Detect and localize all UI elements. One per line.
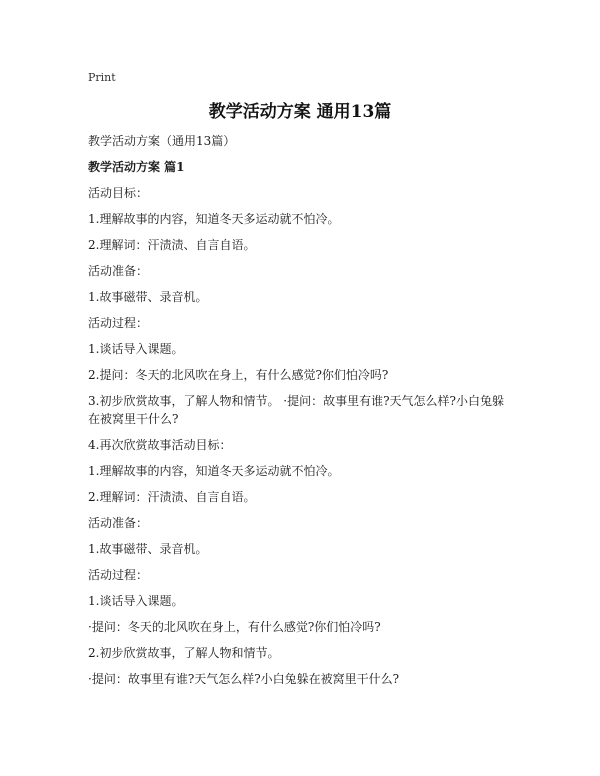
paragraph: 1.谈话导入课题。 — [88, 342, 184, 356]
paragraph: 2.理解词：汗渍渍、自言自语。 — [88, 238, 256, 252]
document-body — [88, 132, 508, 696]
paragraph: 活动准备： — [88, 516, 149, 530]
paragraph: ·提问：故事里有谁?天气怎么样?小白兔躲在被窝里干什么? — [88, 672, 400, 686]
print-label[interactable]: Print — [88, 71, 116, 84]
paragraph: 1.理解故事的内容，知道冬天多运动就不怕冷。 — [88, 212, 340, 226]
paragraph: 活动准备： — [88, 264, 149, 278]
paragraph: 2.理解词：汗渍渍、自言自语。 — [88, 490, 256, 504]
paragraph: 2.初步欣赏故事，了解人物和情节。 — [88, 646, 280, 660]
paragraph: 3.初步欣赏故事，了解人物和情节。 ·提问：故事里有谁?天气怎么样?小白兔躲在被窝里干什么? — [88, 394, 504, 426]
paragraph: 1.理解故事的内容，知道冬天多运动就不怕冷。 — [88, 464, 340, 478]
paragraph: 1.故事磁带、录音机。 — [88, 290, 208, 304]
paragraph: 活动过程： — [88, 316, 149, 330]
paragraph: ·提问：冬天的北风吹在身上，有什么感觉?你们怕冷吗? — [88, 620, 381, 634]
document-title: 教学活动方案 通用13篇 — [208, 102, 392, 122]
paragraph: 活动过程： — [88, 568, 149, 582]
paragraph: 活动目标： — [88, 186, 149, 200]
paragraph: 1.谈话导入课题。 — [88, 594, 184, 608]
paragraph: 4.再次欣赏故事活动目标： — [88, 438, 232, 452]
paragraph: 2.提问：冬天的北风吹在身上，有什么感觉?你们怕冷吗? — [88, 368, 389, 382]
paragraph: 教学活动方案（通用13篇） — [88, 134, 236, 148]
paragraph: 1.故事磁带、录音机。 — [88, 542, 208, 556]
section-heading: 教学活动方案 篇1 — [88, 160, 185, 174]
